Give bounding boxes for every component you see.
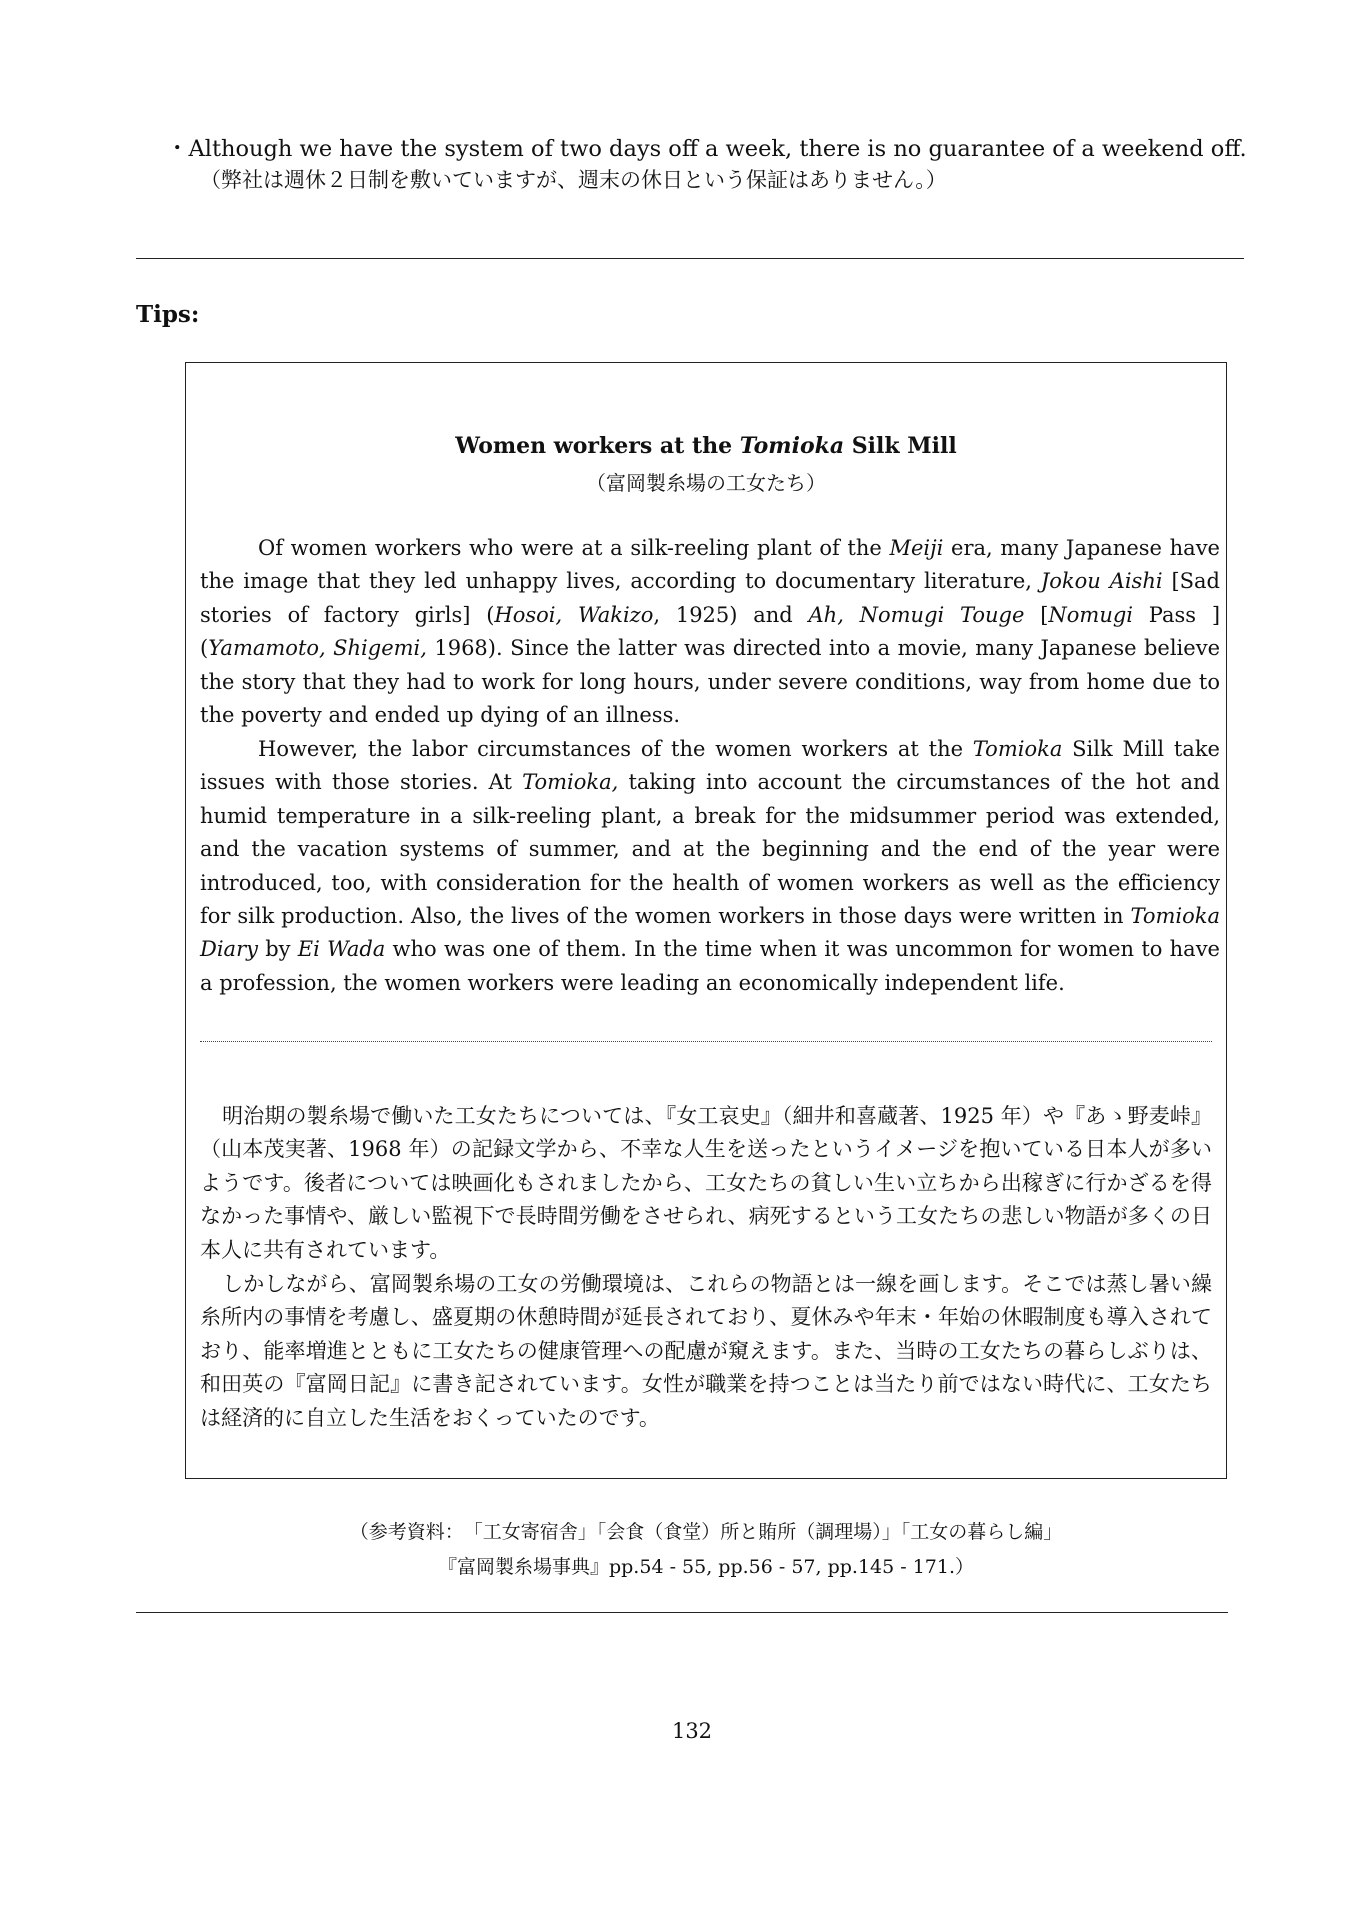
- tips-label: Tips:: [136, 301, 200, 328]
- page-number: 132: [671, 1719, 713, 1743]
- japanese-paragraph-2-text: しかしながら、富岡製糸場の工女の労働環境は、これらの物語とは一線を画します。そこでは蒸し暑い繰糸所内の事情を考慮し、盛夏期の休憩時間が延長されており、夏休みや年末・年始の休暇制度も導入されており、能率増進とともに工女たちの健康管理への配慮が窺えます。また、当時の工女たちの暮らしぶりは、和田英の『富岡日記』に書き記されています。女性が職業を持つことは当たり前ではない時代に、工女たちは経済的に自立した生活をおくっていたのです。: [200, 1272, 1212, 1430]
- reference-line-1: （参考資料： 「工女寄宿舎」「会食（食堂）所と賄所（調理場）」「工女の暮らし編」: [349, 1521, 1063, 1543]
- japanese-paragraph-1: [200, 1100, 1212, 1267]
- bullet-japanese: （弊社は週休２日制を敷いていますが、週末の休日という保証はありません。）: [200, 168, 947, 192]
- bottom-divider: [136, 1612, 1228, 1613]
- japanese-paragraph-1-text: 明治期の製糸場で働いた工女たちについては、『女工哀史』（細井和喜蔵著、1925 年）や『あゝ野麦峠』（山本茂実著、1968 年）の記録文学から、不幸な人生を送ったというイメージを抱いている日本人が多いようです。後者については映画化もされましたから、工女たちの貧しい生い立ちから出稼ぎに行かざるを得なかった事情や、厳しい監視下で長時間労働をさせられ、病死するという工女たちの悲しい物語が多くの日本人に共有されています。: [200, 1104, 1212, 1262]
- reference-line-2: 『富岡製糸場事典』pp.54 - 55, pp.56 - 57, pp.145 - 171.）: [437, 1556, 975, 1578]
- box-title: Women workers at the Tomioka Silk Mill: [455, 433, 957, 459]
- english-paragraph-2-text: However, the labor circumstances of the women workers at the Tomioka Silk Mill take issues with those stories. At Tomioka, taking into account the circumstances of the hot and humid temperature in a silk-reeling plant, a break for the midsummer period was extended, and the vacation systems of summer, and at the beginning and the end of the year were introduced, too, with consideration for the health of women workers as well as the efficiency for silk production. Also, the lives of the women workers in those days were written in Tomioka Diary by Ei Wada who was one of them. In the time when it was uncommon for women to have a profession, the women workers were leading an economically independent life.: [200, 737, 1220, 995]
- dotted-separator: [200, 1041, 1212, 1042]
- english-paragraph-1: [200, 532, 1220, 732]
- english-paragraph-2: [200, 733, 1220, 1000]
- english-paragraph-1-text: Of women workers who were at a silk-reeling plant of the Meiji era, many Japanese have the image that they led unhappy lives, according to documentary literature, Jokou Aishi [Sad stories of factory girls] (Hosoi, Wakizo, 1925) and Ah, Nomugi Touge [Nomugi Pass ] (Yamamoto, Shigemi, 1968). Since the latter was directed into a movie, many Japanese believe the story that they had to work for long hours, under severe conditions, way from home due to the poverty and ended up dying of an illness.: [200, 536, 1221, 728]
- box-subtitle: （富岡製糸場の工女たち）: [586, 471, 826, 495]
- japanese-paragraph-2: [200, 1268, 1212, 1435]
- bullet-english: ・Although we have the system of two days off a week, there is no guarantee of a weekend off.: [166, 136, 1247, 162]
- top-divider: [136, 258, 1244, 259]
